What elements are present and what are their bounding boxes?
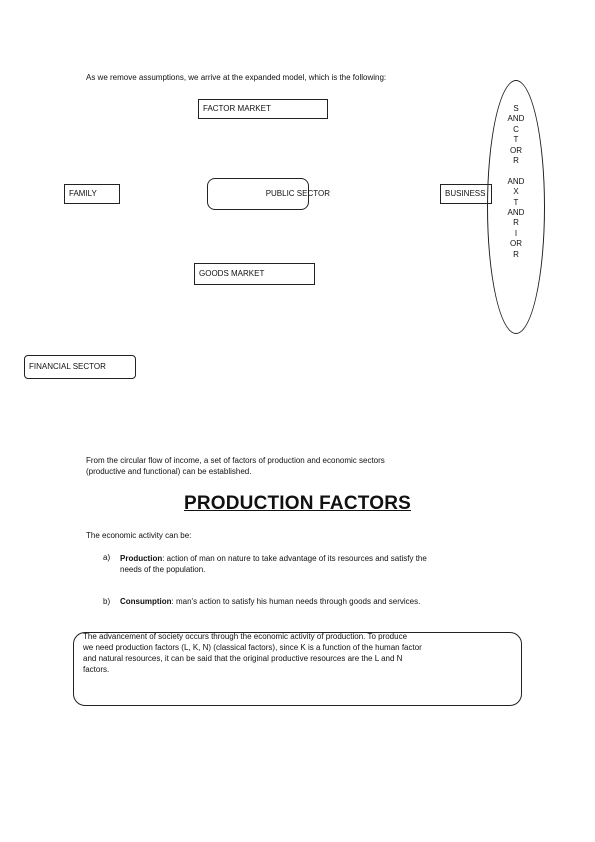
oval-line	[487, 166, 545, 176]
list-term: Consumption	[120, 597, 172, 606]
oval-line: AND	[507, 114, 525, 124]
oval-line: OR	[510, 239, 522, 249]
list-text: : man's action to satisfy his human needs through goods and services.	[171, 597, 421, 606]
list-item-consumption	[103, 597, 523, 611]
flow-paragraph-line: From the circular flow of income, a set of factors of production and economic sectors	[86, 456, 385, 465]
oval-line: T	[513, 197, 519, 207]
factor-market-label: FACTOR MARKET	[203, 103, 271, 113]
callout-line: we need production factors (L, K, N) (classical factors), since K is a function of the human factor	[83, 643, 422, 652]
list-text-continued: needs of the population.	[120, 565, 206, 574]
oval-line: R	[513, 218, 519, 228]
goods-market-box	[194, 263, 315, 285]
family-box	[64, 184, 120, 204]
oval-line: R	[513, 249, 519, 259]
factor-market-box	[198, 99, 328, 119]
callout-line: and natural resources, it can be said that the original productive resources are the L and N	[83, 654, 403, 663]
public-sector-box	[207, 178, 330, 210]
callout-line: The advancement of society occurs through the economic activity of production. To produce	[83, 632, 408, 641]
oval-line: AND	[507, 176, 525, 186]
list-item-production	[103, 553, 523, 579]
callout-line: factors.	[83, 665, 110, 674]
callout-text	[83, 631, 483, 675]
oval-line: C	[513, 124, 519, 134]
list-marker: a)	[103, 553, 111, 562]
goods-market-label: GOODS MARKET	[199, 268, 265, 278]
oval-line: AND	[507, 208, 525, 218]
list-body	[120, 553, 427, 575]
oval-line: I	[514, 228, 518, 238]
intro-text: As we remove assumptions, we arrive at the expanded model, which is the following:	[86, 73, 387, 82]
oval-line: OR	[510, 145, 522, 155]
business-box	[440, 184, 492, 204]
section-title: PRODUCTION FACTORS	[183, 493, 412, 514]
flow-paragraph	[86, 455, 385, 477]
list-marker: b)	[103, 597, 111, 606]
list-term: Production	[120, 554, 163, 563]
financial-sector-label: FINANCIAL SECTOR	[29, 361, 106, 371]
oval-line: T	[513, 135, 519, 145]
activity-intro: The economic activity can be:	[86, 531, 192, 540]
list-body	[120, 597, 420, 607]
flow-paragraph-line: (productive and functional) can be established.	[86, 467, 252, 476]
oval-line: X	[513, 187, 519, 197]
business-label: BUSINESS	[445, 188, 486, 198]
oval-line: S	[513, 104, 519, 113]
oval-line: R	[513, 156, 519, 166]
family-label: FAMILY	[69, 188, 97, 198]
financial-sector-box	[24, 355, 136, 379]
sector-oval-text	[487, 104, 545, 260]
public-sector-label: PUBLIC SECTOR	[265, 188, 330, 198]
list-text: : action of man on nature to take advantage of its resources and satisfy the	[162, 554, 427, 563]
